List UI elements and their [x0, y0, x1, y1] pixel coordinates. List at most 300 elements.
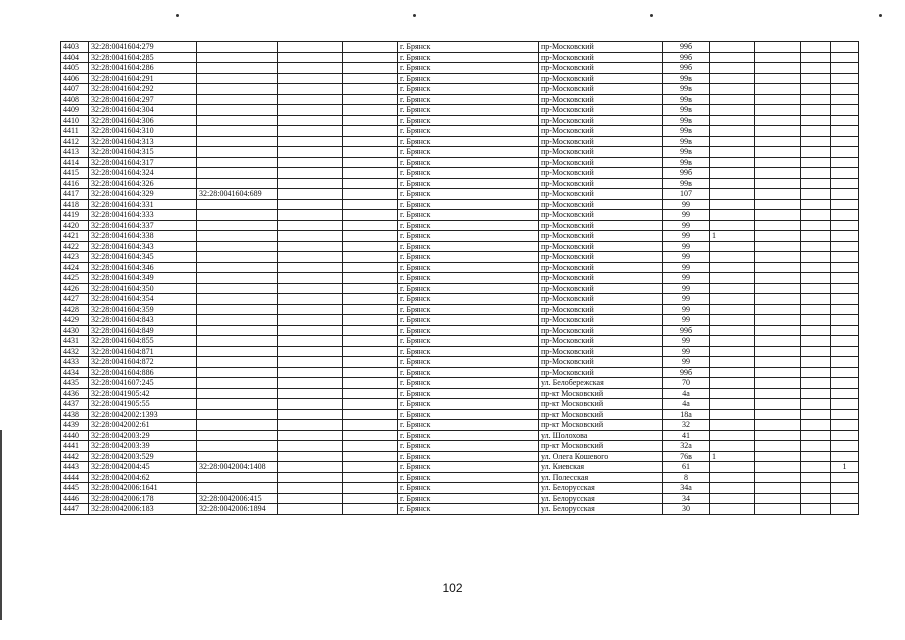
related-cadastral-number: [197, 409, 278, 420]
row-number: 4406: [61, 73, 89, 84]
mark-cell: [710, 168, 755, 179]
city-cell: г. Брянск: [398, 336, 539, 347]
row-number: 4412: [61, 136, 89, 147]
empty-cell: [343, 430, 398, 441]
empty-cell: [343, 199, 398, 210]
cadastral-number: 32:28:0041604:849: [89, 325, 197, 336]
related-cadastral-number: [197, 430, 278, 441]
mark-cell: [831, 199, 859, 210]
mark-cell: [831, 94, 859, 105]
empty-cell: [755, 42, 801, 53]
street-cell: пр-Московский: [539, 325, 663, 336]
table-row: [61, 451, 859, 462]
cadastral-number: 32:28:0042006:183: [89, 504, 197, 515]
house-number: 99в: [663, 84, 710, 95]
city-cell: г. Брянск: [398, 315, 539, 326]
street-cell: пр-Московский: [539, 52, 663, 63]
house-number: 32: [663, 420, 710, 431]
empty-cell: [343, 409, 398, 420]
row-number: 4444: [61, 472, 89, 483]
empty-cell: [801, 283, 831, 294]
related-cadastral-number: 32:28:0041604:689: [197, 189, 278, 200]
empty-cell: [343, 94, 398, 105]
street-cell: пр-Московский: [539, 336, 663, 347]
street-cell: ул. Белорусская: [539, 483, 663, 494]
empty-cell: [278, 52, 343, 63]
city-cell: г. Брянск: [398, 147, 539, 158]
cadastral-number: 32:28:0041604:872: [89, 357, 197, 368]
street-cell: пр-Московский: [539, 357, 663, 368]
empty-cell: [801, 483, 831, 494]
empty-cell: [801, 462, 831, 473]
table-row: [61, 504, 859, 515]
empty-cell: [278, 451, 343, 462]
registry-table: [60, 41, 859, 515]
row-number: 4432: [61, 346, 89, 357]
related-cadastral-number: [197, 325, 278, 336]
cadastral-number: 32:28:0042006:1641: [89, 483, 197, 494]
street-cell: пр-кт Московский: [539, 441, 663, 452]
mark-cell: [710, 252, 755, 263]
empty-cell: [278, 283, 343, 294]
related-cadastral-number: [197, 451, 278, 462]
mark-cell: [710, 325, 755, 336]
empty-cell: [801, 315, 831, 326]
house-number: 99: [663, 252, 710, 263]
empty-cell: [801, 84, 831, 95]
cadastral-number: 32:28:0041604:871: [89, 346, 197, 357]
empty-cell: [801, 105, 831, 116]
empty-cell: [278, 493, 343, 504]
empty-cell: [343, 493, 398, 504]
mark-cell: [831, 252, 859, 263]
cadastral-number: 32:28:0041604:326: [89, 178, 197, 189]
empty-cell: [755, 378, 801, 389]
table-row: [61, 115, 859, 126]
empty-cell: [801, 472, 831, 483]
empty-cell: [343, 84, 398, 95]
row-number: 4440: [61, 430, 89, 441]
mark-cell: [831, 430, 859, 441]
city-cell: г. Брянск: [398, 283, 539, 294]
cadastral-number: 32:28:0041604:286: [89, 63, 197, 74]
table-row: [61, 294, 859, 305]
cadastral-number: 32:28:0041604:292: [89, 84, 197, 95]
table-row: [61, 462, 859, 473]
table-row: [61, 262, 859, 273]
related-cadastral-number: [197, 252, 278, 263]
related-cadastral-number: [197, 42, 278, 53]
house-number: 99: [663, 231, 710, 242]
empty-cell: [343, 451, 398, 462]
related-cadastral-number: [197, 73, 278, 84]
related-cadastral-number: [197, 126, 278, 137]
house-number: 99в: [663, 115, 710, 126]
city-cell: г. Брянск: [398, 63, 539, 74]
cadastral-number: 32:28:0041604:329: [89, 189, 197, 200]
empty-cell: [343, 63, 398, 74]
mark-cell: [710, 115, 755, 126]
table-row: [61, 304, 859, 315]
empty-cell: [278, 304, 343, 315]
cadastral-number: 32:28:0041604:279: [89, 42, 197, 53]
cadastral-number: 32:28:0041604:346: [89, 262, 197, 273]
related-cadastral-number: [197, 241, 278, 252]
mark-cell: [831, 325, 859, 336]
mark-cell: [710, 94, 755, 105]
related-cadastral-number: 32:28:0042004:1408: [197, 462, 278, 473]
empty-cell: [278, 178, 343, 189]
house-number: 99: [663, 357, 710, 368]
empty-cell: [343, 73, 398, 84]
house-number: 61: [663, 462, 710, 473]
empty-cell: [343, 105, 398, 116]
row-number: 4439: [61, 420, 89, 431]
table-row: [61, 168, 859, 179]
city-cell: г. Брянск: [398, 273, 539, 284]
table-row: [61, 189, 859, 200]
related-cadastral-number: [197, 420, 278, 431]
table-row: [61, 472, 859, 483]
empty-cell: [343, 189, 398, 200]
related-cadastral-number: [197, 63, 278, 74]
mark-cell: [710, 273, 755, 284]
mark-cell: [710, 63, 755, 74]
empty-cell: [801, 115, 831, 126]
house-number: 99: [663, 283, 710, 294]
empty-cell: [801, 273, 831, 284]
related-cadastral-number: [197, 483, 278, 494]
table-row: [61, 430, 859, 441]
table-body: [61, 42, 859, 515]
empty-cell: [343, 472, 398, 483]
empty-cell: [801, 189, 831, 200]
empty-cell: [801, 420, 831, 431]
related-cadastral-number: [197, 84, 278, 95]
mark-cell: [831, 231, 859, 242]
mark-cell: [831, 367, 859, 378]
empty-cell: [343, 315, 398, 326]
empty-cell: [801, 52, 831, 63]
mark-cell: [831, 388, 859, 399]
empty-cell: [343, 241, 398, 252]
row-number: 4419: [61, 210, 89, 221]
related-cadastral-number: [197, 157, 278, 168]
mark-cell: [831, 52, 859, 63]
table-row: [61, 241, 859, 252]
related-cadastral-number: [197, 315, 278, 326]
city-cell: г. Брянск: [398, 378, 539, 389]
empty-cell: [278, 378, 343, 389]
row-number: 4436: [61, 388, 89, 399]
empty-cell: [343, 483, 398, 494]
row-number: 4425: [61, 273, 89, 284]
cadastral-number: 32:28:0042003:39: [89, 441, 197, 452]
empty-cell: [755, 315, 801, 326]
mark-cell: [710, 294, 755, 305]
mark-cell: [710, 409, 755, 420]
street-cell: пр-Московский: [539, 241, 663, 252]
city-cell: г. Брянск: [398, 136, 539, 147]
table-row: [61, 399, 859, 410]
street-cell: пр-Московский: [539, 220, 663, 231]
empty-cell: [343, 42, 398, 53]
empty-cell: [755, 52, 801, 63]
street-cell: пр-Московский: [539, 178, 663, 189]
related-cadastral-number: 32:28:0042006:415: [197, 493, 278, 504]
empty-cell: [755, 388, 801, 399]
mark-cell: [831, 262, 859, 273]
empty-cell: [278, 157, 343, 168]
empty-cell: [343, 420, 398, 431]
house-number: 107: [663, 189, 710, 200]
street-cell: пр-Московский: [539, 136, 663, 147]
table-row: [61, 252, 859, 263]
empty-cell: [755, 283, 801, 294]
empty-cell: [278, 262, 343, 273]
mark-cell: [831, 105, 859, 116]
related-cadastral-number: [197, 378, 278, 389]
related-cadastral-number: [197, 336, 278, 347]
mark-cell: [710, 430, 755, 441]
empty-cell: [755, 252, 801, 263]
related-cadastral-number: [197, 367, 278, 378]
empty-cell: [755, 346, 801, 357]
empty-cell: [278, 483, 343, 494]
mark-cell: [831, 357, 859, 368]
table-row: [61, 273, 859, 284]
street-cell: ул. Белорусская: [539, 504, 663, 515]
street-cell: пр-Московский: [539, 115, 663, 126]
house-number: 99б: [663, 168, 710, 179]
cadastral-number: 32:28:0041604:338: [89, 231, 197, 242]
empty-cell: [278, 126, 343, 137]
empty-cell: [801, 357, 831, 368]
empty-cell: [755, 273, 801, 284]
city-cell: г. Брянск: [398, 168, 539, 179]
empty-cell: [755, 147, 801, 158]
row-number: 4435: [61, 378, 89, 389]
empty-cell: [801, 168, 831, 179]
empty-cell: [278, 220, 343, 231]
house-number: 99в: [663, 73, 710, 84]
row-number: 4410: [61, 115, 89, 126]
street-cell: пр-Московский: [539, 157, 663, 168]
table-row: [61, 73, 859, 84]
table-row: [61, 126, 859, 137]
street-cell: пр-Московский: [539, 42, 663, 53]
empty-cell: [755, 157, 801, 168]
house-number: 99: [663, 262, 710, 273]
empty-cell: [755, 325, 801, 336]
table-row: [61, 178, 859, 189]
city-cell: г. Брянск: [398, 210, 539, 221]
empty-cell: [343, 388, 398, 399]
street-cell: пр-Московский: [539, 105, 663, 116]
city-cell: г. Брянск: [398, 42, 539, 53]
empty-cell: [278, 399, 343, 410]
mark-cell: [710, 462, 755, 473]
row-number: 4404: [61, 52, 89, 63]
empty-cell: [278, 136, 343, 147]
mark-cell: [831, 115, 859, 126]
mark-cell: [831, 294, 859, 305]
mark-cell: [710, 241, 755, 252]
empty-cell: [343, 504, 398, 515]
empty-cell: [755, 168, 801, 179]
street-cell: пр-Московский: [539, 189, 663, 200]
table-row: [61, 378, 859, 389]
city-cell: г. Брянск: [398, 399, 539, 410]
empty-cell: [801, 451, 831, 462]
empty-cell: [755, 430, 801, 441]
empty-cell: [343, 210, 398, 221]
empty-cell: [343, 357, 398, 368]
empty-cell: [343, 220, 398, 231]
mark-cell: [710, 336, 755, 347]
empty-cell: [278, 315, 343, 326]
row-number: 4418: [61, 199, 89, 210]
empty-cell: [343, 231, 398, 242]
empty-cell: [278, 294, 343, 305]
street-cell: пр-Московский: [539, 168, 663, 179]
row-number: 4417: [61, 189, 89, 200]
empty-cell: [801, 241, 831, 252]
street-cell: пр-Московский: [539, 199, 663, 210]
house-number: 41: [663, 430, 710, 441]
related-cadastral-number: [197, 346, 278, 357]
mark-cell: [710, 420, 755, 431]
empty-cell: [801, 304, 831, 315]
mark-cell: [710, 399, 755, 410]
cadastral-number: 32:28:0041604:313: [89, 136, 197, 147]
city-cell: г. Брянск: [398, 430, 539, 441]
row-number: 4423: [61, 252, 89, 263]
house-number: 99в: [663, 178, 710, 189]
table-row: [61, 231, 859, 242]
cadastral-number: 32:28:0041604:310: [89, 126, 197, 137]
empty-cell: [801, 73, 831, 84]
empty-cell: [801, 178, 831, 189]
empty-cell: [343, 273, 398, 284]
mark-cell: [831, 504, 859, 515]
empty-cell: [343, 126, 398, 137]
empty-cell: [343, 325, 398, 336]
table-row: [61, 388, 859, 399]
empty-cell: [278, 388, 343, 399]
empty-cell: [801, 252, 831, 263]
empty-cell: [755, 262, 801, 273]
empty-cell: [343, 304, 398, 315]
row-number: 4416: [61, 178, 89, 189]
empty-cell: [755, 241, 801, 252]
street-cell: пр-Московский: [539, 63, 663, 74]
mark-cell: [831, 304, 859, 315]
cadastral-number: 32:28:0041604:306: [89, 115, 197, 126]
mark-cell: [710, 483, 755, 494]
table-row: [61, 94, 859, 105]
empty-cell: [343, 178, 398, 189]
city-cell: г. Брянск: [398, 52, 539, 63]
row-number: 4429: [61, 315, 89, 326]
empty-cell: [278, 336, 343, 347]
cadastral-number: 32:28:0041604:297: [89, 94, 197, 105]
cadastral-number: 32:28:0041604:317: [89, 157, 197, 168]
row-number: 4405: [61, 63, 89, 74]
mark-cell: [710, 126, 755, 137]
mark-cell: [831, 63, 859, 74]
empty-cell: [755, 94, 801, 105]
related-cadastral-number: [197, 294, 278, 305]
mark-cell: [831, 493, 859, 504]
cadastral-number: 32:28:0041604:350: [89, 283, 197, 294]
related-cadastral-number: [197, 262, 278, 273]
mark-cell: [710, 315, 755, 326]
related-cadastral-number: [197, 399, 278, 410]
street-cell: пр-Московский: [539, 73, 663, 84]
mark-cell: [831, 220, 859, 231]
house-number: 99: [663, 241, 710, 252]
related-cadastral-number: [197, 231, 278, 242]
empty-cell: [278, 94, 343, 105]
mark-cell: [831, 315, 859, 326]
street-cell: пр-кт Московский: [539, 388, 663, 399]
house-number: 99: [663, 346, 710, 357]
mark-cell: [710, 84, 755, 95]
empty-cell: [755, 493, 801, 504]
city-cell: г. Брянск: [398, 220, 539, 231]
empty-cell: [343, 262, 398, 273]
mark-cell: [831, 451, 859, 462]
table-row: [61, 420, 859, 431]
mark-cell: [831, 336, 859, 347]
related-cadastral-number: [197, 472, 278, 483]
mark-cell: [831, 42, 859, 53]
empty-cell: [755, 126, 801, 137]
cadastral-number: 32:28:0041604:331: [89, 199, 197, 210]
empty-cell: [343, 367, 398, 378]
mark-cell: [831, 241, 859, 252]
house-number: 34а: [663, 483, 710, 494]
mark-cell: [831, 178, 859, 189]
empty-cell: [801, 220, 831, 231]
mark-cell: [710, 367, 755, 378]
empty-cell: [801, 399, 831, 410]
street-cell: пр-Московский: [539, 283, 663, 294]
cadastral-number: 32:28:0042004:62: [89, 472, 197, 483]
empty-cell: [755, 472, 801, 483]
street-cell: ул. Полесская: [539, 472, 663, 483]
mark-cell: [831, 126, 859, 137]
table-row: [61, 367, 859, 378]
empty-cell: [801, 126, 831, 137]
city-cell: г. Брянск: [398, 115, 539, 126]
cadastral-number: 32:28:0041604:354: [89, 294, 197, 305]
empty-cell: [801, 336, 831, 347]
empty-cell: [801, 42, 831, 53]
empty-cell: [801, 367, 831, 378]
mark-cell: [710, 388, 755, 399]
empty-cell: [755, 210, 801, 221]
empty-cell: [801, 210, 831, 221]
city-cell: г. Брянск: [398, 94, 539, 105]
empty-cell: [278, 147, 343, 158]
mark-cell: [710, 220, 755, 231]
page-number: 102: [442, 581, 463, 595]
mark-cell: [710, 346, 755, 357]
empty-cell: [755, 63, 801, 74]
house-number: 4а: [663, 388, 710, 399]
